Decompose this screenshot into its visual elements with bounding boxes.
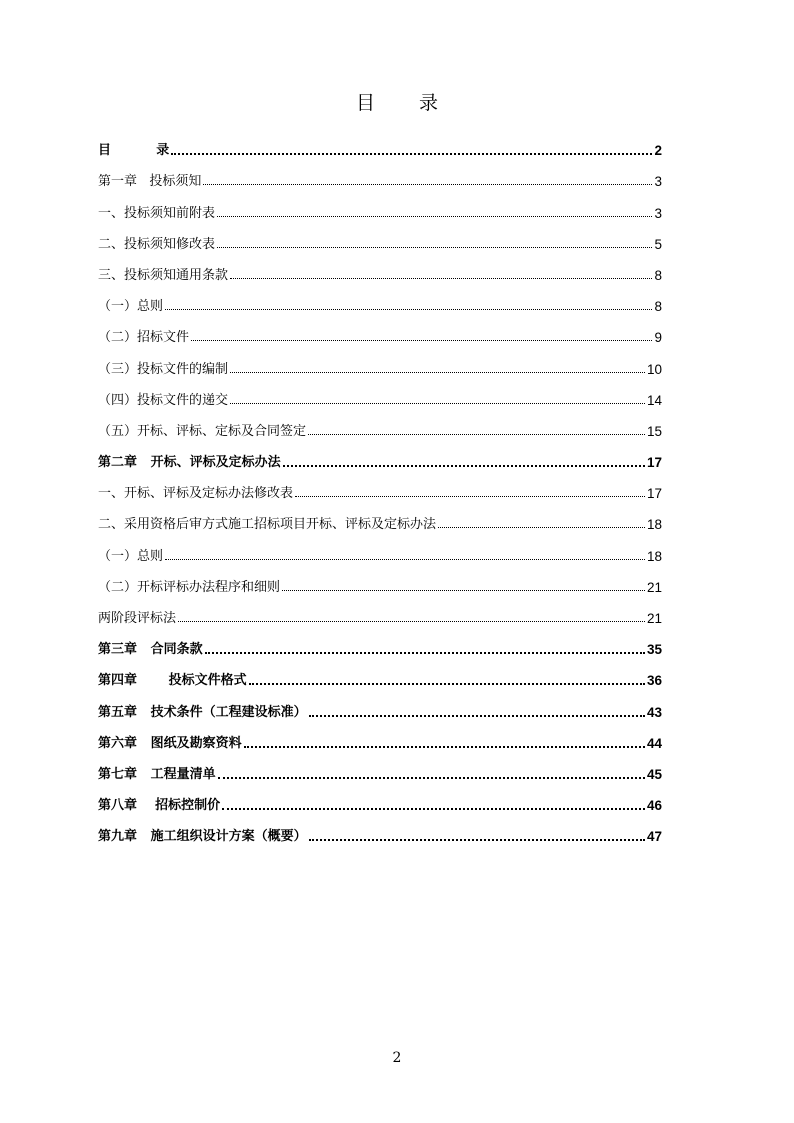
toc-entry-page-number: 17 <box>646 455 662 471</box>
toc-dot-leader <box>308 434 645 435</box>
toc-dot-leader <box>217 247 652 248</box>
toc-entry[interactable] <box>98 190 662 221</box>
toc-dot-leader <box>165 309 652 310</box>
toc-entry[interactable] <box>98 689 662 720</box>
toc-dot-leader <box>309 839 645 841</box>
toc-entry[interactable] <box>98 440 662 471</box>
toc-entry-page-number: 43 <box>646 704 662 720</box>
toc-list <box>98 128 662 845</box>
toc-entry-page-number: 9 <box>654 330 662 346</box>
toc-entry-label: 第四章 投标文件格式 <box>98 673 247 689</box>
toc-entry[interactable] <box>98 222 662 253</box>
toc-dot-leader <box>203 184 652 185</box>
toc-dot-leader <box>282 590 645 591</box>
toc-entry-page-number: 2 <box>654 143 662 159</box>
toc-title <box>0 88 794 115</box>
toc-entry[interactable] <box>98 253 662 284</box>
toc-dot-leader <box>205 652 645 654</box>
toc-entry-label: （五）开标、评标、定标及合同签定 <box>98 423 307 439</box>
toc-entry-label: 第一章 投标须知 <box>98 174 202 190</box>
toc-entry[interactable] <box>98 284 662 315</box>
toc-entry-page-number: 3 <box>654 174 662 190</box>
toc-entry[interactable] <box>98 378 662 409</box>
toc-title-right: 录 <box>419 92 439 114</box>
toc-entry-label: 目 录 <box>98 143 170 159</box>
toc-entry-label: （一）总则 <box>98 548 164 564</box>
toc-entry[interactable] <box>98 315 662 346</box>
toc-entry-label: 三、投标须知通用条款 <box>98 267 229 283</box>
toc-dot-leader <box>230 372 645 373</box>
toc-entry[interactable] <box>98 627 662 658</box>
toc-dot-leader <box>218 777 645 779</box>
toc-dot-leader <box>438 527 645 528</box>
toc-entry-label: 第六章 图纸及勘察资料 <box>98 735 242 751</box>
toc-entry-label: 二、采用资格后审方式施工招标项目开标、评标及定标办法 <box>98 517 437 533</box>
toc-entry-label: （四）投标文件的递交 <box>98 392 229 408</box>
toc-entry-page-number: 46 <box>646 798 662 814</box>
toc-entry-label: （一）总则 <box>98 299 164 315</box>
toc-entry-page-number: 8 <box>654 267 662 283</box>
toc-entry[interactable] <box>98 596 662 627</box>
toc-entry[interactable] <box>98 409 662 440</box>
toc-entry-label: 第七章 工程量清单 <box>98 766 216 782</box>
toc-entry[interactable] <box>98 159 662 190</box>
toc-dot-leader <box>309 715 645 717</box>
toc-entry-page-number: 17 <box>646 486 662 502</box>
toc-entry[interactable] <box>98 502 662 533</box>
toc-dot-leader <box>244 746 645 748</box>
toc-entry-page-number: 18 <box>646 517 662 533</box>
footer-page-number: 2 <box>392 1050 402 1066</box>
toc-entry[interactable] <box>98 752 662 783</box>
toc-entry-page-number: 44 <box>646 735 662 751</box>
toc-dot-leader <box>295 496 645 497</box>
toc-entry[interactable] <box>98 346 662 377</box>
toc-entry[interactable] <box>98 471 662 502</box>
toc-entry-page-number: 15 <box>646 423 662 439</box>
toc-entry[interactable] <box>98 565 662 596</box>
toc-entry-page-number: 21 <box>646 611 662 626</box>
toc-entry-page-number: 36 <box>646 673 662 689</box>
toc-entry-label: 第五章 技术条件（工程建设标准） <box>98 704 307 720</box>
toc-entry-label: 第八章 招标控制价 <box>98 798 221 814</box>
toc-entry-page-number: 45 <box>646 766 662 782</box>
toc-entry-label: 第二章 开标、评标及定标办法 <box>98 455 281 471</box>
toc-dot-leader <box>217 216 652 217</box>
toc-entry-label: 二、投标须知修改表 <box>98 236 216 252</box>
toc-entry-page-number: 3 <box>654 205 662 221</box>
toc-entry-label: 第三章 合同条款 <box>98 642 203 658</box>
toc-dot-leader <box>283 465 645 467</box>
toc-entry-page-number: 10 <box>646 361 662 377</box>
toc-entry[interactable] <box>98 783 662 814</box>
toc-entry-page-number: 47 <box>646 829 662 845</box>
toc-entry-label: 一、投标须知前附表 <box>98 205 216 221</box>
toc-entry[interactable] <box>98 658 662 689</box>
toc-entry-label: （二）招标文件 <box>98 330 190 346</box>
toc-dot-leader <box>230 278 652 279</box>
toc-entry-page-number: 35 <box>646 642 662 658</box>
toc-entry[interactable] <box>98 721 662 752</box>
toc-entry-label: （二）开标评标办法程序和细则 <box>98 579 281 595</box>
toc-entry-page-number: 8 <box>654 299 662 315</box>
toc-entry-page-number: 5 <box>654 236 662 252</box>
toc-dot-leader <box>222 808 645 810</box>
toc-entry-label: 一、开标、评标及定标办法修改表 <box>98 486 294 502</box>
toc-entry[interactable] <box>98 128 662 159</box>
toc-title-left: 目 <box>355 92 375 114</box>
toc-entry-page-number: 14 <box>646 392 662 408</box>
toc-dot-leader <box>249 683 645 685</box>
toc-dot-leader <box>165 559 645 560</box>
toc-entry-label: 第九章 施工组织设计方案（概要） <box>98 829 307 845</box>
toc-entry-page-number: 21 <box>646 579 662 595</box>
toc-entry-label: （三）投标文件的编制 <box>98 361 229 377</box>
toc-entry-label: 两阶段评标法 <box>98 611 177 626</box>
toc-dot-leader <box>178 621 645 622</box>
toc-dot-leader <box>171 153 652 155</box>
toc-dot-leader <box>230 403 645 404</box>
toc-entry-page-number: 18 <box>646 548 662 564</box>
toc-entry[interactable] <box>98 814 662 845</box>
toc-dot-leader <box>191 340 652 341</box>
toc-entry[interactable] <box>98 533 662 564</box>
